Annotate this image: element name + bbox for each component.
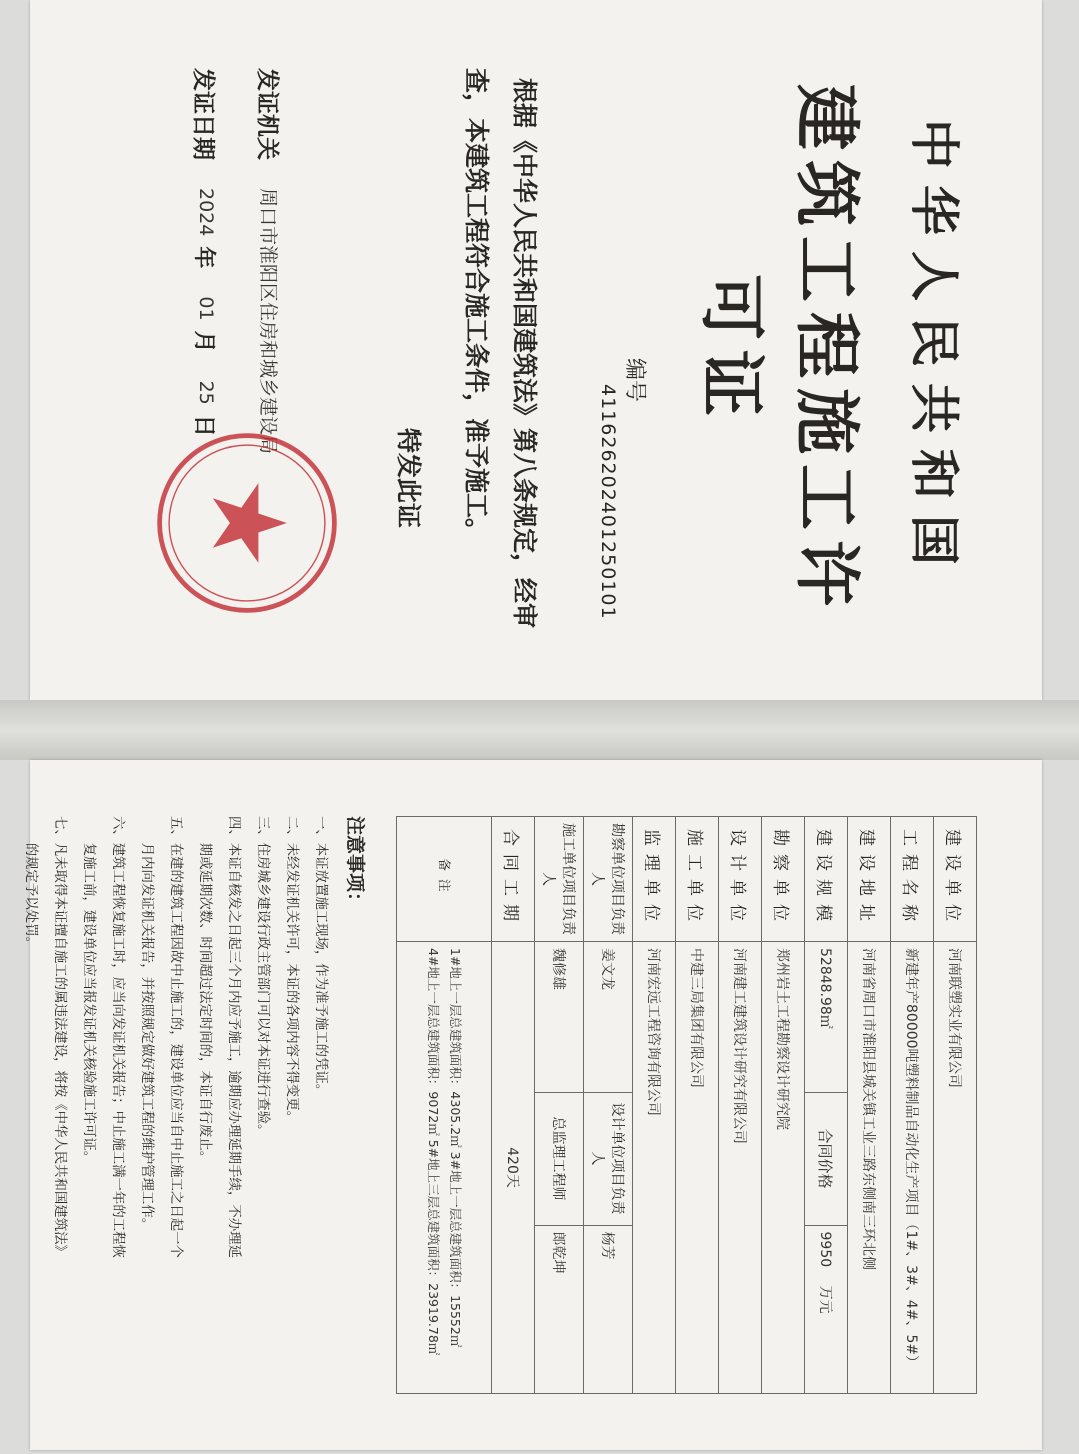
remarks-label: 备注	[397, 817, 492, 942]
design-pm-label: 设计单位项目负责人	[584, 1092, 633, 1225]
price-label: 合同价格	[805, 1092, 848, 1225]
note-line: 七、凡未取得本证擅自施工的属违法建设，将按《中华人民共和国建筑法》	[52, 816, 67, 1258]
issuer-label: 发证机关	[254, 68, 282, 160]
table-row	[633, 817, 676, 1394]
cover-body-text: 根据《中华人民共和国建筑法》第八条规定，经审查，本建筑工程符合施工条件，准予施工。	[462, 68, 539, 629]
table-row	[719, 817, 762, 1394]
note-line: 六、建筑工程恢复施工时，应当向发证机关报告；中止施工满一年的工程恢	[110, 816, 125, 1258]
table-row	[891, 817, 934, 1394]
note-line: 四、本证自核发之日起三个月内应予施工，逾期应办理延期手续，不办理延	[226, 816, 241, 1258]
design-unit-label: 设计单位	[719, 817, 762, 942]
price-unit: 万元	[817, 1285, 833, 1314]
official-seal-icon	[152, 428, 342, 618]
issuer-value: 周口市淮阳区住房和城乡建设局	[257, 188, 280, 455]
builder-value: 河南联塑实业有限公司	[934, 942, 977, 1394]
certificate-cover-page	[30, 0, 1042, 700]
construction-pm-label: 施工单位项目负责人	[535, 817, 584, 942]
project-info-table	[396, 816, 977, 1394]
note-line: 三、住房城乡建设行政主管部门可以对本证进行查验。	[255, 816, 270, 1138]
table-row	[676, 817, 719, 1394]
address-value: 河南省周口市淮阳县城关镇工业三路东侧南三环北侧	[848, 942, 891, 1394]
notes-title: 注意事项：	[344, 816, 366, 912]
design-unit-value: 河南建工建筑设计研究有限公司	[719, 942, 762, 1394]
permit-number-label: 编号	[622, 358, 647, 403]
issue-date-label: 发证日期	[190, 68, 218, 160]
survey-unit-value: 郑州岩土工程勘察设计研究院	[762, 942, 805, 1394]
issue-date-year-unit: 年	[191, 246, 218, 269]
address-label: 建设地址	[848, 817, 891, 942]
survey-unit-label: 勘察单位	[762, 817, 805, 942]
permit-number-value: 411626202401250101	[597, 384, 619, 620]
project-name-label: 工程名称	[891, 817, 934, 942]
cover-meta	[174, 68, 302, 632]
construction-unit-value: 中建三局集团有限公司	[676, 942, 719, 1394]
remarks-line: 4#地上一层总建筑面积：9072㎡ 5#地上三层总建筑面积：23919.78㎡	[426, 948, 441, 1356]
remarks-line: 1#地上一层总建筑面积：4305.2㎡ 3#地上一层总建筑面积：15552㎡	[448, 948, 463, 1348]
cover-heading-country: 中华人民共和国	[905, 119, 964, 581]
cover-heading-title: 建筑工程施工许可证	[693, 84, 866, 616]
table-row	[584, 817, 633, 1394]
construction-pm-value: 魏修雄	[535, 942, 584, 1093]
note-line: 月内向发证机关报告，并按照规定做好建筑工程的维护管理工作。	[139, 816, 154, 1232]
supervision-unit-label: 监理单位	[633, 817, 676, 942]
construction-unit-label: 施工单位	[676, 817, 719, 942]
issue-date-day: 25	[195, 380, 217, 405]
issue-date-month-unit: 月	[191, 330, 218, 353]
issue-date-day-unit: 日	[191, 414, 218, 437]
design-pm-value: 杨芳	[584, 1225, 633, 1394]
table-row	[762, 817, 805, 1394]
builder-label: 建设单位	[934, 817, 977, 942]
scale-value: 52848.98㎡	[805, 942, 848, 1093]
table-row	[934, 817, 977, 1394]
table-row	[805, 817, 848, 1394]
chief-supervisor-label: 总监理工程师	[535, 1092, 584, 1225]
note-line: 五、在建的建筑工程因故中止施工的，建设单位应当自中止施工之日起一个	[168, 816, 183, 1258]
note-line: 期或延期次数、时间超过法定时间的，本证自行废止。	[197, 816, 212, 1165]
scale-label: 建设规模	[805, 817, 848, 942]
certificate-details-page	[23, 760, 1042, 1450]
page-fold-gap	[0, 700, 1079, 760]
note-line: 复施工前，建设单位应当报发证机关核验施工许可证。	[81, 816, 96, 1165]
cover-issue-text: 特发此证	[394, 428, 423, 529]
table-row	[397, 817, 492, 1394]
price-value: 9950	[817, 1231, 833, 1268]
survey-pm-value: 姜文龙	[584, 942, 633, 1093]
note-line: 的规定予以处罚。	[23, 816, 38, 950]
notes-list	[16, 816, 335, 1394]
remarks-value	[397, 942, 492, 1394]
cover-content	[56, 30, 1016, 670]
note-line: 一、本证放置施工现场，作为准予施工的凭证。	[313, 816, 328, 1098]
chief-supervisor-value: 郎乾坤	[535, 1225, 584, 1394]
project-name-value: 新建年产80000吨塑料制品自动化生产项目（1#、3#、4#、5#）	[891, 942, 934, 1394]
issue-date-year: 2024	[195, 188, 217, 237]
contract-period-value: 420天	[492, 942, 535, 1394]
note-line: 二、未经发证机关许可，本证的各项内容不得变更。	[284, 816, 299, 1124]
price-cell	[805, 1225, 848, 1394]
details-content	[23, 790, 1011, 1420]
issue-date-month: 01	[195, 296, 217, 321]
table-row	[535, 817, 584, 1394]
survey-pm-label: 勘察单位项目负责人	[584, 817, 633, 942]
supervision-unit-value: 河南宏远工程咨询有限公司	[633, 942, 676, 1394]
table-row	[848, 817, 891, 1394]
permit-number-row	[596, 68, 652, 632]
table-row	[492, 817, 535, 1394]
contract-period-label: 合同工期	[492, 817, 535, 942]
